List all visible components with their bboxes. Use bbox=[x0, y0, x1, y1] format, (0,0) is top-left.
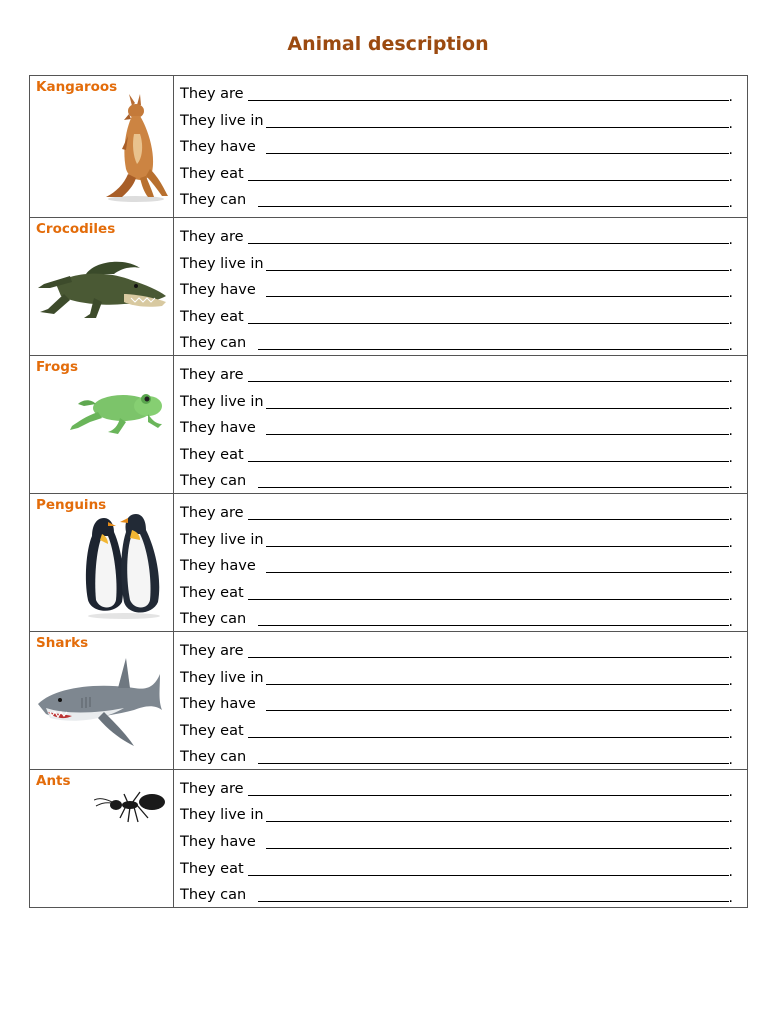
animal-row-ants bbox=[30, 769, 748, 907]
prompt-label: They can bbox=[180, 749, 247, 766]
page-title: Animal description bbox=[287, 33, 489, 55]
answer-line[interactable]: They have . bbox=[180, 139, 733, 159]
prompt-label: They live in bbox=[180, 531, 264, 548]
animal-row-kangaroos bbox=[30, 76, 748, 218]
prompt-label: They can bbox=[180, 473, 247, 490]
answer-line[interactable]: They have . bbox=[180, 282, 733, 302]
animal-cell bbox=[30, 218, 174, 356]
answer-line[interactable]: They eat . bbox=[180, 860, 733, 880]
answer-line[interactable]: They are . bbox=[180, 366, 733, 386]
answer-line[interactable]: They eat . bbox=[180, 584, 733, 604]
animal-row-penguins bbox=[30, 493, 748, 631]
answer-line[interactable]: They can . bbox=[180, 192, 733, 212]
animal-name: Kangaroos bbox=[36, 79, 118, 95]
animal-table bbox=[29, 75, 748, 908]
answer-line[interactable]: They can . bbox=[180, 749, 733, 769]
answer-cell bbox=[174, 355, 748, 493]
answer-line[interactable]: They are . bbox=[180, 780, 733, 800]
answer-line[interactable]: They can . bbox=[180, 335, 733, 355]
animal-name: Sharks bbox=[36, 634, 89, 651]
prompt-label: They are bbox=[180, 86, 244, 102]
animal-cell bbox=[30, 355, 174, 493]
prompt-label: They can bbox=[180, 192, 247, 209]
prompt-label: They live in bbox=[180, 255, 264, 272]
answer-cell bbox=[174, 493, 748, 631]
answer-line[interactable]: They live in . bbox=[180, 807, 733, 827]
prompt-label: They eat bbox=[180, 722, 244, 739]
answer-cell bbox=[174, 769, 748, 907]
prompt-label: They are bbox=[180, 642, 244, 659]
answer-cell bbox=[174, 631, 748, 769]
animal-name: Crocodiles bbox=[36, 221, 116, 237]
prompt-label: They eat bbox=[180, 446, 244, 463]
prompt-label: They have bbox=[180, 558, 256, 575]
answer-line[interactable]: They eat . bbox=[180, 165, 733, 185]
animal-cell bbox=[30, 76, 174, 218]
prompt-label: They are bbox=[180, 366, 244, 383]
answer-line[interactable]: They live in . bbox=[180, 393, 733, 413]
crocodile-picture bbox=[36, 254, 168, 324]
prompt-label: They have bbox=[180, 282, 256, 299]
prompt-label: They eat bbox=[180, 165, 244, 182]
prompt-label: They are bbox=[180, 229, 244, 245]
answer-cell bbox=[174, 76, 748, 218]
answer-line[interactable]: They are . bbox=[180, 504, 733, 524]
answer-line[interactable]: They can . bbox=[180, 611, 733, 631]
prompt-label: They eat bbox=[180, 308, 244, 325]
animal-name: Frogs bbox=[36, 358, 78, 375]
prompt-label: They can bbox=[180, 335, 247, 352]
animal-row-crocodiles bbox=[30, 218, 748, 356]
answer-line[interactable]: They live in . bbox=[180, 112, 733, 132]
answer-line[interactable]: They live in . bbox=[180, 669, 733, 689]
animal-name: Ants bbox=[36, 772, 71, 789]
prompt-label: They have bbox=[180, 420, 256, 437]
answer-line[interactable]: They have . bbox=[180, 696, 733, 716]
answer-line[interactable]: They eat . bbox=[180, 446, 733, 466]
answer-line[interactable]: They have . bbox=[180, 420, 733, 440]
penguins-picture bbox=[82, 510, 168, 620]
answer-line[interactable]: They live in . bbox=[180, 255, 733, 275]
answer-cell bbox=[174, 218, 748, 356]
kangaroo-picture bbox=[102, 94, 170, 204]
prompt-label: They have bbox=[180, 696, 256, 713]
prompt-label: They live in bbox=[180, 393, 264, 410]
animal-name: Penguins bbox=[36, 496, 107, 513]
answer-line[interactable]: They eat . bbox=[180, 722, 733, 742]
answer-line[interactable]: They are . bbox=[180, 642, 733, 662]
animal-cell bbox=[30, 769, 174, 907]
prompt-label: They eat bbox=[180, 860, 244, 877]
prompt-label: They live in bbox=[180, 112, 264, 129]
animal-cell bbox=[30, 493, 174, 631]
prompt-label: They have bbox=[180, 834, 256, 851]
answer-line[interactable]: They have . bbox=[180, 558, 733, 578]
prompt-label: They are bbox=[180, 780, 244, 797]
answer-line[interactable]: They can . bbox=[180, 887, 733, 907]
prompt-label: They can bbox=[180, 887, 247, 904]
prompt-label: They live in bbox=[180, 669, 264, 686]
answer-line[interactable]: They are . bbox=[180, 229, 733, 248]
prompt-label: They have bbox=[180, 139, 256, 156]
answer-line[interactable]: They live in . bbox=[180, 531, 733, 551]
animal-row-frogs bbox=[30, 355, 748, 493]
ant-picture bbox=[94, 788, 168, 826]
prompt-label: They eat bbox=[180, 584, 244, 601]
answer-line[interactable]: They eat . bbox=[180, 308, 733, 328]
prompt-label: They are bbox=[180, 504, 244, 521]
answer-line[interactable]: They can . bbox=[180, 473, 733, 493]
answer-line[interactable]: They have . bbox=[180, 834, 733, 854]
shark-picture bbox=[34, 648, 166, 752]
animal-cell bbox=[30, 631, 174, 769]
frog-picture bbox=[68, 386, 166, 436]
prompt-label: They live in bbox=[180, 807, 264, 824]
prompt-label: They can bbox=[180, 611, 247, 628]
animal-row-sharks bbox=[30, 631, 748, 769]
answer-line[interactable]: They are . bbox=[180, 86, 733, 105]
